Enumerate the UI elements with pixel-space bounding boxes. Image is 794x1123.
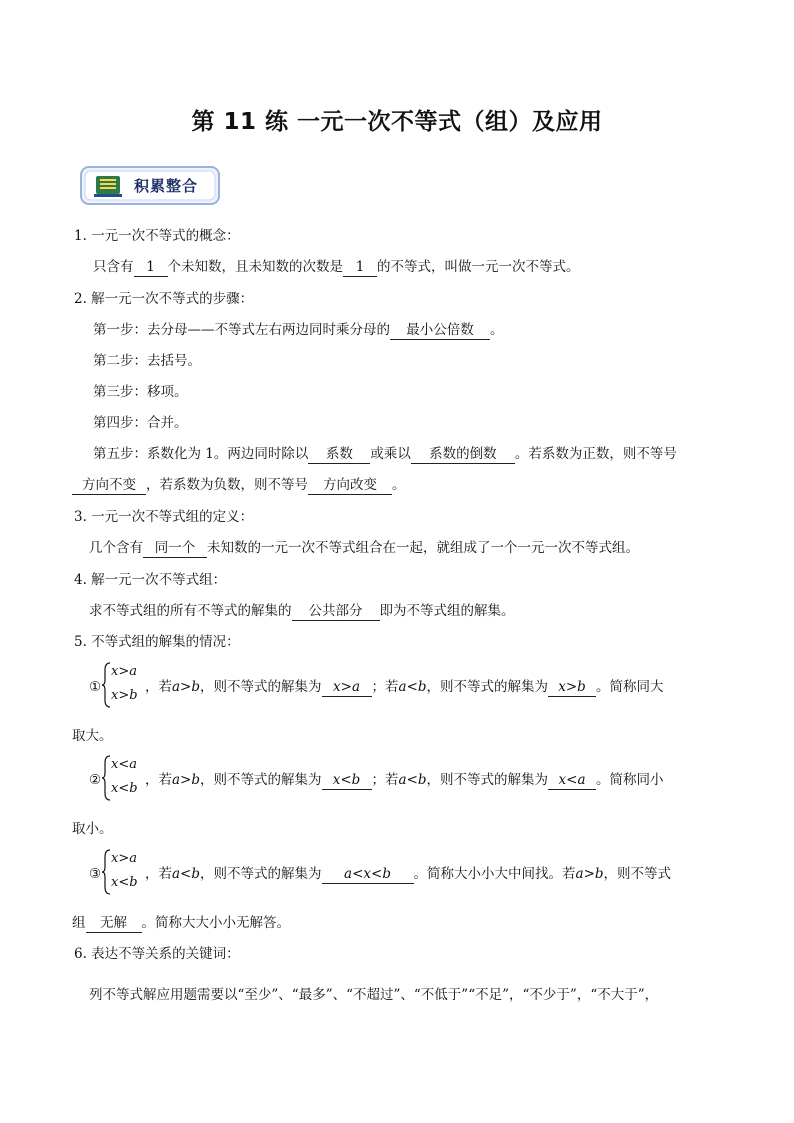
book-icon bbox=[94, 174, 122, 198]
blank-answer: x<a bbox=[548, 772, 596, 790]
section-banner bbox=[78, 163, 223, 208]
section-1-body: 只含有 1 个未知数，且未知数的次数是 1 的不等式，叫做一元一次不等式。 bbox=[93, 259, 580, 275]
blank-answer: 无解 bbox=[86, 915, 142, 933]
step-2: 第二步：去括号。 bbox=[93, 353, 201, 369]
blank-answer: 1 bbox=[343, 259, 377, 277]
step-4: 第四步：合并。 bbox=[93, 415, 188, 431]
section-2-heading: 2. 解一元一次不等式的步骤： bbox=[74, 291, 254, 307]
blank-answer: 公共部分 bbox=[292, 603, 380, 621]
case-2-text: ，若a>b，则不等式的解集为 x<b ；若a<b，则不等式的解集为 x<a 。简称同小 bbox=[145, 772, 664, 788]
case-2-number: ② bbox=[89, 772, 102, 788]
blank-answer: 方向改变 bbox=[308, 477, 392, 495]
page-title: 第 11 练 一元一次不等式（组）及应用 bbox=[191, 109, 603, 135]
blank-answer: a<x<b bbox=[322, 866, 414, 884]
banner-label: 积累整合 bbox=[134, 177, 199, 195]
system-bottom: x>b bbox=[111, 688, 138, 703]
section-6-heading: 6. 表达不等关系的关键词： bbox=[74, 946, 240, 962]
brace-icon bbox=[101, 755, 111, 801]
system-bottom: x<b bbox=[111, 781, 138, 796]
system-top: x<a bbox=[111, 757, 137, 772]
case-3-number: ③ bbox=[89, 866, 102, 882]
system-bottom: x<b bbox=[111, 875, 138, 890]
step-1: 第一步：去分母——不等式左右两边同时乘分母的 最小公倍数 。 bbox=[93, 322, 504, 338]
system-top: x>a bbox=[111, 851, 137, 866]
section-3-heading: 3. 一元一次不等式组的定义： bbox=[74, 509, 254, 525]
blank-answer: x>a bbox=[322, 679, 372, 697]
section-4-heading: 4. 解一元一次不等式组： bbox=[74, 572, 227, 588]
system-top: x>a bbox=[111, 664, 137, 679]
case-3-tail: 组 无解 。简称大大小小无解答。 bbox=[72, 915, 290, 931]
section-1-heading: 1. 一元一次不等式的概念： bbox=[74, 228, 240, 244]
case-2-tail: 取小。 bbox=[72, 821, 113, 837]
case-1-number: ① bbox=[89, 679, 102, 695]
blank-answer: 同一个 bbox=[143, 540, 207, 558]
brace-icon bbox=[101, 849, 111, 895]
section-5-heading: 5. 不等式组的解集的情况： bbox=[74, 634, 240, 650]
blank-answer: 1 bbox=[134, 259, 168, 277]
step-5: 第五步：系数化为 1。两边同时除以 系数 或乘以 系数的倒数 。若系数为正数，则不等号 bbox=[93, 446, 677, 462]
case-1-tail: 取大。 bbox=[72, 728, 113, 744]
section-4-body: 求不等式组的所有不等式的解集的 公共部分 即为不等式组的解集。 bbox=[89, 603, 515, 619]
blank-answer: 系数的倒数 bbox=[411, 446, 515, 464]
section-3-body: 几个含有 同一个 未知数的一元一次不等式组合在一起，就组成了一个一元一次不等式组。 bbox=[89, 540, 639, 556]
blank-answer: 最小公倍数 bbox=[390, 322, 490, 340]
blank-answer: 系数 bbox=[308, 446, 370, 464]
case-1-text: ，若a>b，则不等式的解集为 x>a ；若a<b，则不等式的解集为 x>b 。简称同大 bbox=[145, 679, 664, 695]
case-3-text: ，若a<b，则不等式的解集为 a<x<b 。简称大小小大中间找。若a>b，则不等式 bbox=[145, 866, 672, 882]
step-5-cont: 方向不变 ，若系数为负数，则不等号 方向改变 。 bbox=[72, 475, 406, 495]
blank-answer: x<b bbox=[322, 772, 372, 790]
step-3: 第三步：移项。 bbox=[93, 384, 188, 400]
section-6-body: 列不等式解应用题需要以“至少”、“最多”、“不超过”、“不低于”“不足”，“不少于”，“不大于”， bbox=[89, 987, 659, 1003]
brace-icon bbox=[101, 662, 111, 708]
blank-answer: 方向不变 bbox=[72, 477, 146, 495]
blank-answer: x>b bbox=[548, 679, 596, 697]
